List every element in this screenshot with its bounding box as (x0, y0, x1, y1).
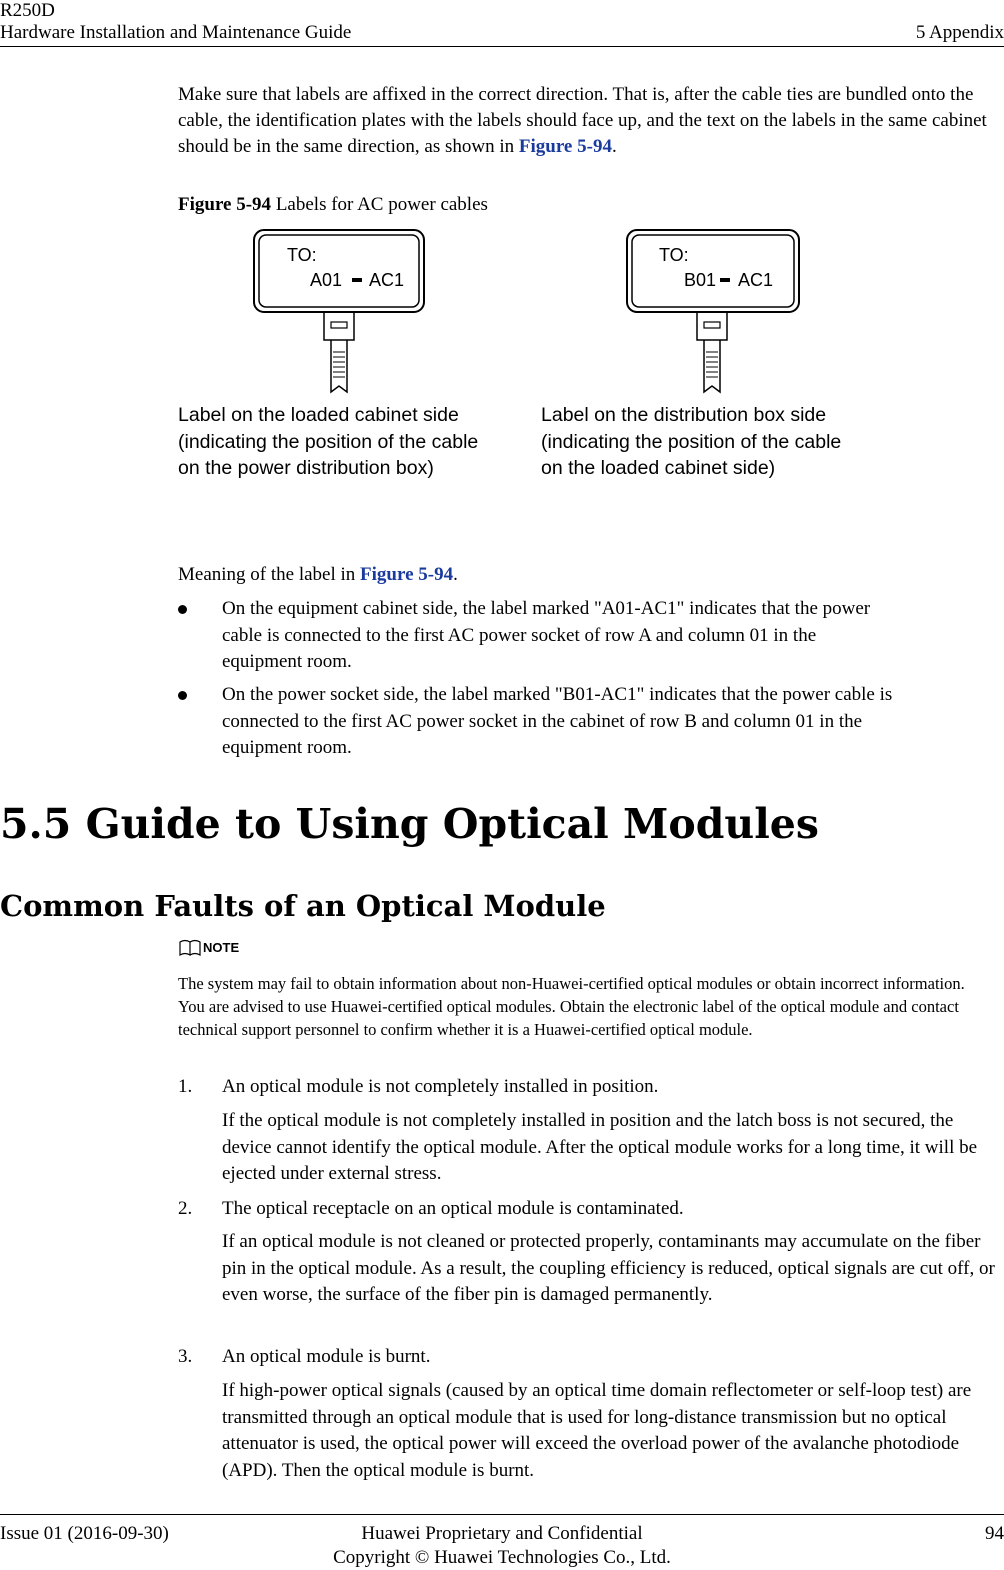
caption-left-line: Label on the loaded cabinet side (178, 404, 459, 426)
bullet-line: On the equipment cabinet side, the label marked "A01-AC1" indicates that the power (222, 598, 871, 619)
step-title: The optical receptacle on an optical module is contaminated. (222, 1198, 684, 1219)
confidential-notice: Huawei Proprietary and Confidential (361, 1523, 643, 1544)
caption-left-line: on the power distribution box) (178, 457, 434, 479)
chapter-title: 5 Appendix (915, 22, 1004, 43)
section-heading: 5.5 Guide to Using Optical Modules (0, 800, 819, 848)
bullet-dot-icon (178, 605, 187, 614)
page-number: 94 (985, 1523, 1004, 1544)
step-number: 1. (178, 1076, 193, 1097)
subsection-heading: Common Faults of an Optical Module (0, 889, 606, 923)
meaning-paragraph (178, 562, 1004, 588)
figure-caption: Labels for AC power cables (271, 194, 488, 215)
intro-text-end: . (611, 136, 617, 157)
guide-title: Hardware Installation and Maintenance Guide (0, 22, 352, 43)
product-name: R250D (0, 0, 55, 21)
bullet-dot-icon (178, 691, 187, 700)
label-right-code-a: B01 (684, 270, 717, 290)
meaning-text: Meaning of the label in (178, 564, 361, 585)
caption-right-line: Label on the distribution box side (541, 404, 827, 426)
caption-right (541, 402, 841, 482)
bullet-line: connected to the first AC power socket in the cabinet of row B and column 01 in the (222, 710, 863, 732)
caption-left (178, 402, 478, 482)
step-title: An optical module is not completely installed in position. (222, 1076, 659, 1097)
intro-text: Make sure that labels are affixed in the correct direction. That is, after the cable ties are bundled onto the cable, the identification plates with the labels should face up, and the text on the labels in the same cabinet should be in the same direction, as shown in (178, 84, 987, 157)
step-title: An optical module is burnt. (222, 1346, 431, 1367)
copyright-notice: Copyright © Huawei Technologies Co., Ltd. (333, 1547, 671, 1568)
caption-right-line: (indicating the position of the cable (541, 430, 842, 453)
bullet-line: equipment room. (222, 737, 352, 758)
page-footer (0, 1514, 1004, 1567)
bullet-line: equipment room. (222, 651, 352, 672)
figure-link[interactable]: Figure 5-94 (360, 564, 454, 585)
issue-date: Issue 01 (2016-09-30) (0, 1523, 169, 1544)
label-left-code-b: AC1 (369, 270, 405, 290)
step-description: If the optical module is not completely installed in position and the latch boss is not secured, the device cannot identify the optical module. After the optical module works for a long time, it will be ejected under external stress. (222, 1110, 978, 1184)
note-text: The system may fail to obtain information about non-Huawei-certified optical modules or obtain incorrect information. You are advised to use Huawei-certified optical modules. Obtain the electronic label of the optical module and contact technical support personnel to confirm whether it is a Huawei-certified optical module. (178, 974, 965, 1039)
label-tag-left (254, 230, 424, 392)
cable-labels-figure (0, 0, 1004, 500)
label-right-to: TO: (659, 245, 689, 265)
label-right-code-b: AC1 (738, 270, 774, 290)
step-number: 2. (178, 1198, 193, 1219)
step-description: If an optical module is not cleaned or protected properly, contaminants may accumulate on the fiber pin in the optical module. As a result, the coupling efficiency is reduced, optical signals are cut off, or even worse, the surface of the fiber pin is damaged permanently. (222, 1231, 995, 1305)
meaning-text-end: . (453, 564, 458, 585)
figure-number: Figure 5-94 (178, 194, 272, 215)
bullet-line: On the power socket side, the label marked "B01-AC1" indicates that the power cable is (222, 684, 893, 705)
step-number: 3. (178, 1346, 193, 1367)
figure-link[interactable]: Figure 5-94 (518, 136, 612, 157)
label-tag-right (627, 230, 799, 392)
label-left-code-a: A01 (310, 270, 343, 290)
step-description: If high-power optical signals (caused by an optical time domain reflectometer or self-loop test) are transmitted through an optical module that is used for long-distance transmission but no optical attenuator is used, the optical power will exceed the overload power of the avalanche photodiode (APD). Then the optical module is burnt. (222, 1380, 972, 1481)
caption-right-line: on the loaded cabinet side) (541, 457, 776, 479)
note-label: NOTE (203, 940, 240, 955)
bullet-line: cable is connected to the first AC power socket of row A and column 01 in the (222, 624, 817, 646)
label-left-to: TO: (287, 245, 317, 265)
caption-left-line: (indicating the position of the cable (178, 430, 479, 453)
